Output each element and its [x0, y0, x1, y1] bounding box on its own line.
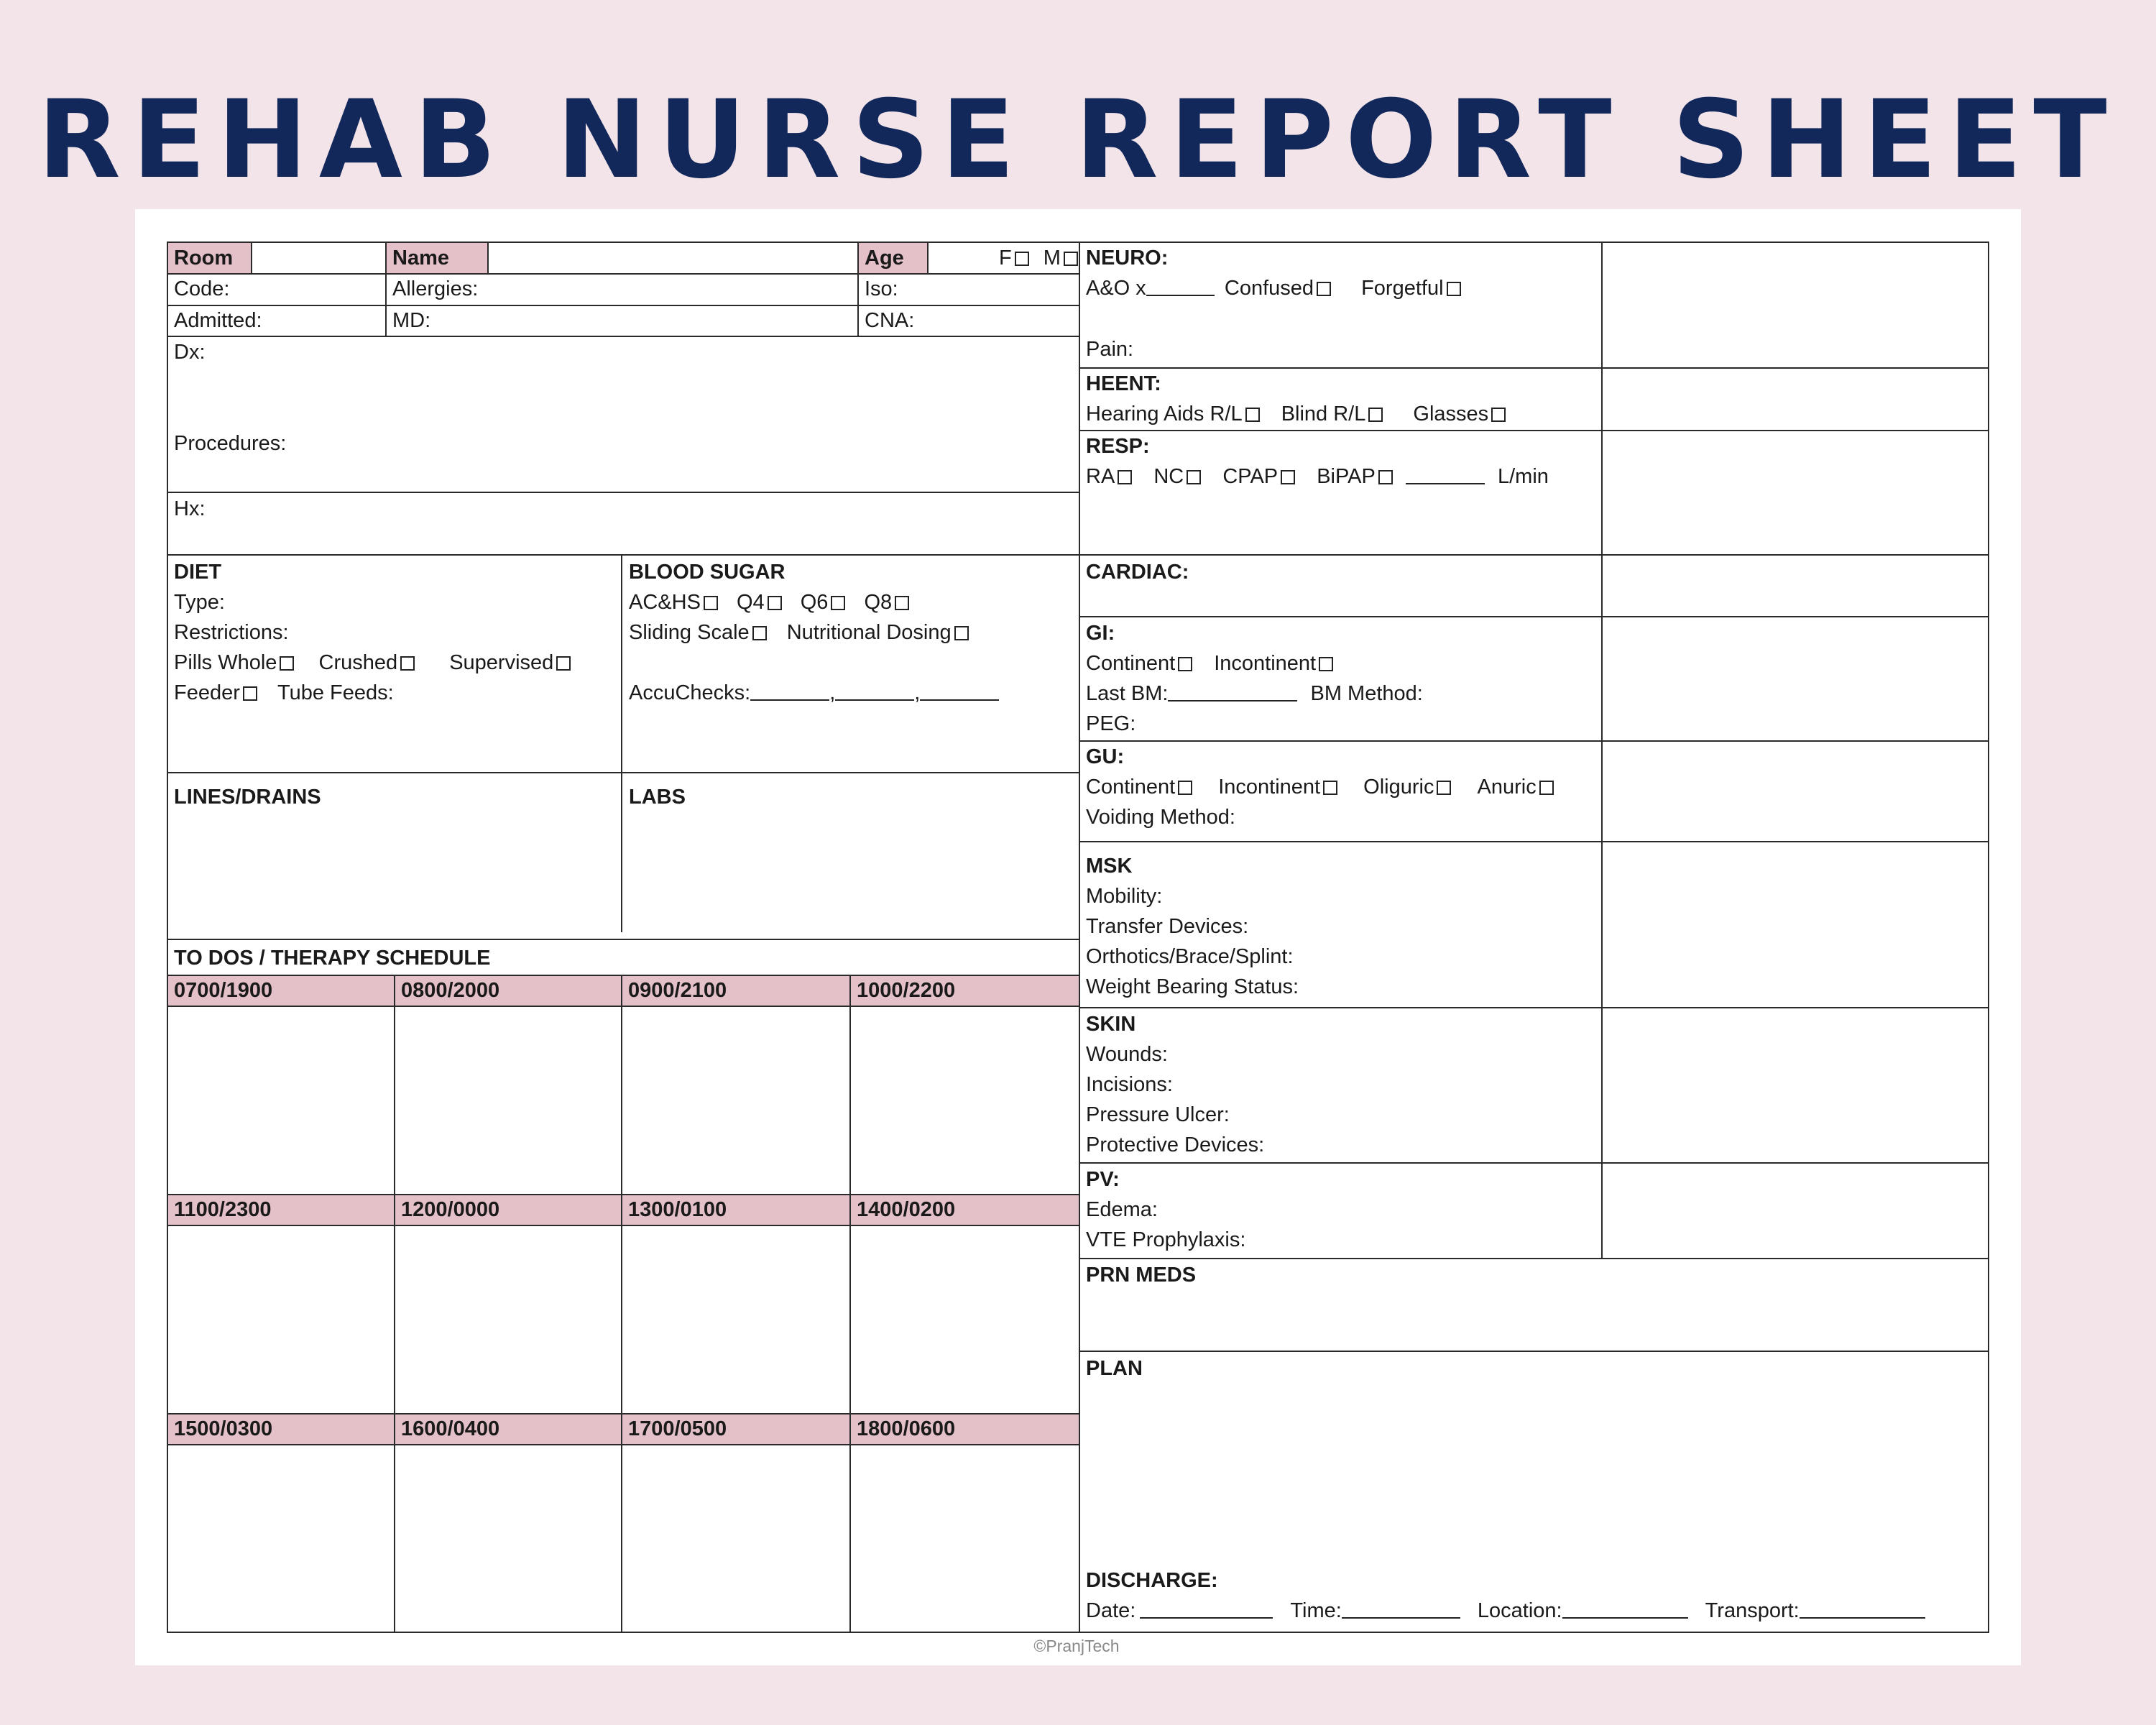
divider: [167, 1444, 1079, 1445]
vte-label: VTE Prophylaxis:: [1086, 1228, 1246, 1251]
neuro-heading: NEURO:: [1086, 247, 1169, 270]
plan-heading: PLAN: [1086, 1357, 1143, 1380]
gi-continence-row: [1086, 648, 1333, 678]
cpap-checkbox[interactable]: [1281, 470, 1295, 484]
divider: [621, 554, 622, 932]
divider: [167, 336, 1079, 337]
nutritional-dosing-checkbox[interactable]: [954, 626, 969, 640]
labs-heading: LABS: [629, 786, 686, 809]
schedule-slot-label: 0700/1900: [174, 979, 273, 1002]
diet-feeder-row: [174, 678, 394, 708]
name-label: Name: [392, 247, 449, 270]
divider: [1079, 1007, 1989, 1008]
divider: [167, 1006, 1079, 1007]
divider: [1079, 367, 1989, 369]
forgetful-checkbox[interactable]: [1447, 282, 1461, 296]
bm-method-label: BM Method:: [1310, 682, 1423, 705]
report-sheet: [135, 209, 2021, 1665]
schedule-slot-label: 1100/2300: [174, 1198, 272, 1221]
time-blank[interactable]: [1342, 1601, 1460, 1619]
code-label: Code:: [174, 277, 230, 300]
pain-label: Pain:: [1086, 338, 1134, 361]
accucheck-blank[interactable]: [835, 684, 914, 701]
gi-continent-checkbox[interactable]: [1178, 657, 1192, 671]
center-divider: [1079, 242, 1080, 1633]
incisions-label: Incisions:: [1086, 1073, 1173, 1096]
lines-drains-heading: LINES/DRAINS: [174, 786, 321, 809]
flow-rate-blank[interactable]: [1406, 467, 1485, 484]
accuchecks-row: [629, 678, 999, 708]
cardiac-heading: CARDIAC:: [1086, 561, 1189, 584]
discharge-row: [1086, 1596, 1925, 1626]
sliding-scale-label: Sliding Scale: [629, 621, 750, 644]
gu-continent-checkbox[interactable]: [1178, 781, 1192, 795]
schedule-heading: TO DOS / THERAPY SCHEDULE: [174, 947, 491, 970]
divider: [1079, 554, 1989, 556]
gi-incontinent-checkbox[interactable]: [1319, 657, 1333, 671]
confused-checkbox[interactable]: [1317, 282, 1331, 296]
room-label: Room: [174, 247, 234, 270]
diet-type: Type:: [174, 591, 225, 614]
transfer-label: Transfer Devices:: [1086, 915, 1249, 938]
resp-heading: RESP:: [1086, 435, 1150, 458]
oliguric-label: Oliguric: [1363, 776, 1434, 799]
resp-row: [1086, 461, 1549, 492]
tube-feeds-label: Tube Feeds:: [277, 681, 394, 704]
feeder-checkbox[interactable]: [243, 686, 257, 701]
crushed-checkbox[interactable]: [400, 656, 415, 671]
lmin-label: L/min: [1498, 465, 1549, 488]
comma: ,: [829, 681, 836, 704]
glasses-label: Glasses: [1413, 402, 1489, 426]
page-title: REHAB NURSE REPORT SHEET: [37, 78, 2119, 203]
schedule-slot-label: 1300/0100: [628, 1198, 727, 1221]
divider: [167, 305, 1079, 306]
age-label: Age: [865, 247, 904, 270]
schedule-slot-label: 0800/2000: [401, 979, 500, 1002]
admitted-label: Admitted:: [174, 309, 262, 332]
gi-incontinent-label: Incontinent: [1214, 652, 1317, 675]
divider: [849, 975, 851, 1633]
divider: [1079, 616, 1989, 617]
schedule-slot-label: 1600/0400: [401, 1417, 500, 1440]
anuric-checkbox[interactable]: [1539, 781, 1554, 795]
ao-label: A&O x: [1086, 277, 1146, 300]
divider: [251, 242, 252, 273]
q4-checkbox[interactable]: [768, 596, 782, 610]
divider: [1079, 1162, 1989, 1164]
ra-checkbox[interactable]: [1118, 470, 1132, 484]
divider: [1079, 1258, 1989, 1259]
pills-whole-label: Pills Whole: [174, 651, 277, 674]
time-label: Time:: [1290, 1599, 1342, 1622]
divider: [167, 939, 1079, 940]
divider: [1079, 1351, 1989, 1352]
procedures-label: Procedures:: [174, 432, 287, 455]
blood-sugar-freq: [629, 587, 909, 617]
supervised-label: Supervised: [449, 651, 554, 674]
accucheck-blank[interactable]: [920, 684, 999, 701]
female-checkbox[interactable]: [1015, 252, 1029, 266]
comma: ,: [914, 681, 921, 704]
divider: [167, 1225, 1079, 1226]
gu-continent-label: Continent: [1086, 776, 1176, 799]
q6-checkbox[interactable]: [831, 596, 845, 610]
mobility-label: Mobility:: [1086, 885, 1163, 908]
schedule-slot-label: 1000/2200: [857, 979, 956, 1002]
transport-blank[interactable]: [1800, 1601, 1925, 1619]
protective-devices-label: Protective Devices:: [1086, 1133, 1265, 1156]
blood-sugar-heading: BLOOD SUGAR: [629, 561, 786, 584]
location-label: Location:: [1477, 1599, 1562, 1622]
gu-incontinent-checkbox[interactable]: [1323, 781, 1337, 795]
divider: [167, 772, 1079, 773]
gi-bm-row: [1086, 678, 1423, 709]
forgetful-label: Forgetful: [1361, 277, 1444, 300]
iso-label: Iso:: [865, 277, 898, 300]
divider: [927, 242, 929, 273]
neuro-row: [1086, 273, 1461, 303]
cpap-label: CPAP: [1222, 465, 1279, 488]
divider: [394, 975, 395, 1633]
bipap-label: BiPAP: [1317, 465, 1376, 488]
diet-heading: DIET: [174, 561, 222, 584]
nutritional-dosing-label: Nutritional Dosing: [786, 621, 952, 644]
nc-label: NC: [1153, 465, 1184, 488]
schedule-slot-label: 1700/0500: [628, 1417, 727, 1440]
supervised-checkbox[interactable]: [556, 656, 571, 671]
achs-checkbox[interactable]: [704, 596, 718, 610]
transport-label: Transport:: [1705, 1599, 1800, 1622]
dx-label: Dx:: [174, 341, 206, 364]
voiding-label: Voiding Method:: [1086, 806, 1235, 829]
cna-label: CNA:: [865, 309, 915, 332]
pv-heading: PV:: [1086, 1168, 1120, 1191]
divider: [857, 242, 859, 336]
glasses-checkbox[interactable]: [1491, 408, 1506, 422]
skin-heading: SKIN: [1086, 1013, 1136, 1036]
divider: [167, 273, 1079, 275]
q8-label: Q8: [864, 591, 893, 614]
divider: [385, 242, 387, 336]
heent-heading: HEENT:: [1086, 372, 1161, 395]
pills-whole-checkbox[interactable]: [280, 656, 294, 671]
ra-label: RA: [1086, 465, 1115, 488]
notes-column-divider: [1601, 242, 1603, 1259]
nc-checkbox[interactable]: [1187, 470, 1201, 484]
anuric-label: Anuric: [1477, 776, 1537, 799]
blind-label: Blind R/L: [1281, 402, 1366, 426]
accuchecks-label: AccuChecks:: [629, 681, 751, 704]
accucheck-blank[interactable]: [750, 684, 829, 701]
msk-heading: MSK: [1086, 855, 1133, 878]
q4-label: Q4: [736, 591, 765, 614]
copyright: ©PranjTech: [1033, 1637, 1120, 1655]
crushed-label: Crushed: [318, 651, 398, 674]
divider: [167, 554, 1079, 556]
hx-label: Hx:: [174, 497, 206, 520]
prn-meds-heading: PRN MEDS: [1086, 1264, 1197, 1287]
last-bm-blank[interactable]: [1168, 684, 1297, 702]
gu-row: [1086, 772, 1554, 802]
divider: [167, 492, 1079, 493]
location-blank[interactable]: [1562, 1601, 1688, 1619]
divider: [487, 242, 489, 273]
blood-sugar-dosing: [629, 617, 969, 648]
schedule-slot-label: 1400/0200: [857, 1198, 956, 1221]
wounds-label: Wounds:: [1086, 1043, 1168, 1066]
blind-checkbox[interactable]: [1368, 408, 1383, 422]
oliguric-checkbox[interactable]: [1437, 781, 1451, 795]
schedule-slot-label: 1200/0000: [401, 1198, 500, 1221]
orthotics-label: Orthotics/Brace/Splint:: [1086, 945, 1294, 968]
female-label: F: [999, 247, 1012, 270]
date-label: Date:: [1086, 1599, 1136, 1622]
bipap-checkbox[interactable]: [1378, 470, 1393, 484]
achs-label: AC&HS: [629, 591, 701, 614]
last-bm-label: Last BM:: [1086, 682, 1169, 705]
schedule-slot-label: 1800/0600: [857, 1417, 956, 1440]
sex-options: [999, 243, 1078, 273]
hearing-aids-checkbox[interactable]: [1245, 408, 1260, 422]
schedule-slot-label: 1500/0300: [174, 1417, 273, 1440]
divider: [1079, 841, 1989, 842]
date-blank[interactable]: [1140, 1601, 1273, 1619]
divider: [1079, 740, 1989, 742]
confused-label: Confused: [1224, 277, 1314, 300]
pressure-ulcer-label: Pressure Ulcer:: [1086, 1103, 1230, 1126]
sliding-scale-checkbox[interactable]: [752, 626, 767, 640]
gi-heading: GI:: [1086, 622, 1115, 645]
peg-label: PEG:: [1086, 712, 1136, 735]
divider: [621, 975, 622, 1633]
md-label: MD:: [392, 309, 431, 332]
feeder-label: Feeder: [174, 681, 240, 704]
ao-blank[interactable]: [1146, 279, 1215, 296]
gu-incontinent-label: Incontinent: [1218, 776, 1321, 799]
hearing-aids-label: Hearing Aids R/L: [1086, 402, 1243, 426]
diet-restrictions: Restrictions:: [174, 621, 289, 644]
gi-continent-label: Continent: [1086, 652, 1176, 675]
allergies-label: Allergies:: [392, 277, 479, 300]
schedule-slot-label: 0900/2100: [628, 979, 727, 1002]
discharge-heading: DISCHARGE:: [1086, 1569, 1218, 1592]
q8-checkbox[interactable]: [895, 596, 909, 610]
male-checkbox[interactable]: [1064, 252, 1078, 266]
gu-heading: GU:: [1086, 745, 1125, 768]
edema-label: Edema:: [1086, 1198, 1158, 1221]
weight-bearing-label: Weight Bearing Status:: [1086, 975, 1299, 998]
divider: [1079, 430, 1989, 431]
male-label: M: [1043, 247, 1061, 270]
heent-row: [1086, 399, 1506, 429]
diet-options: [174, 648, 571, 678]
q6-label: Q6: [800, 591, 829, 614]
